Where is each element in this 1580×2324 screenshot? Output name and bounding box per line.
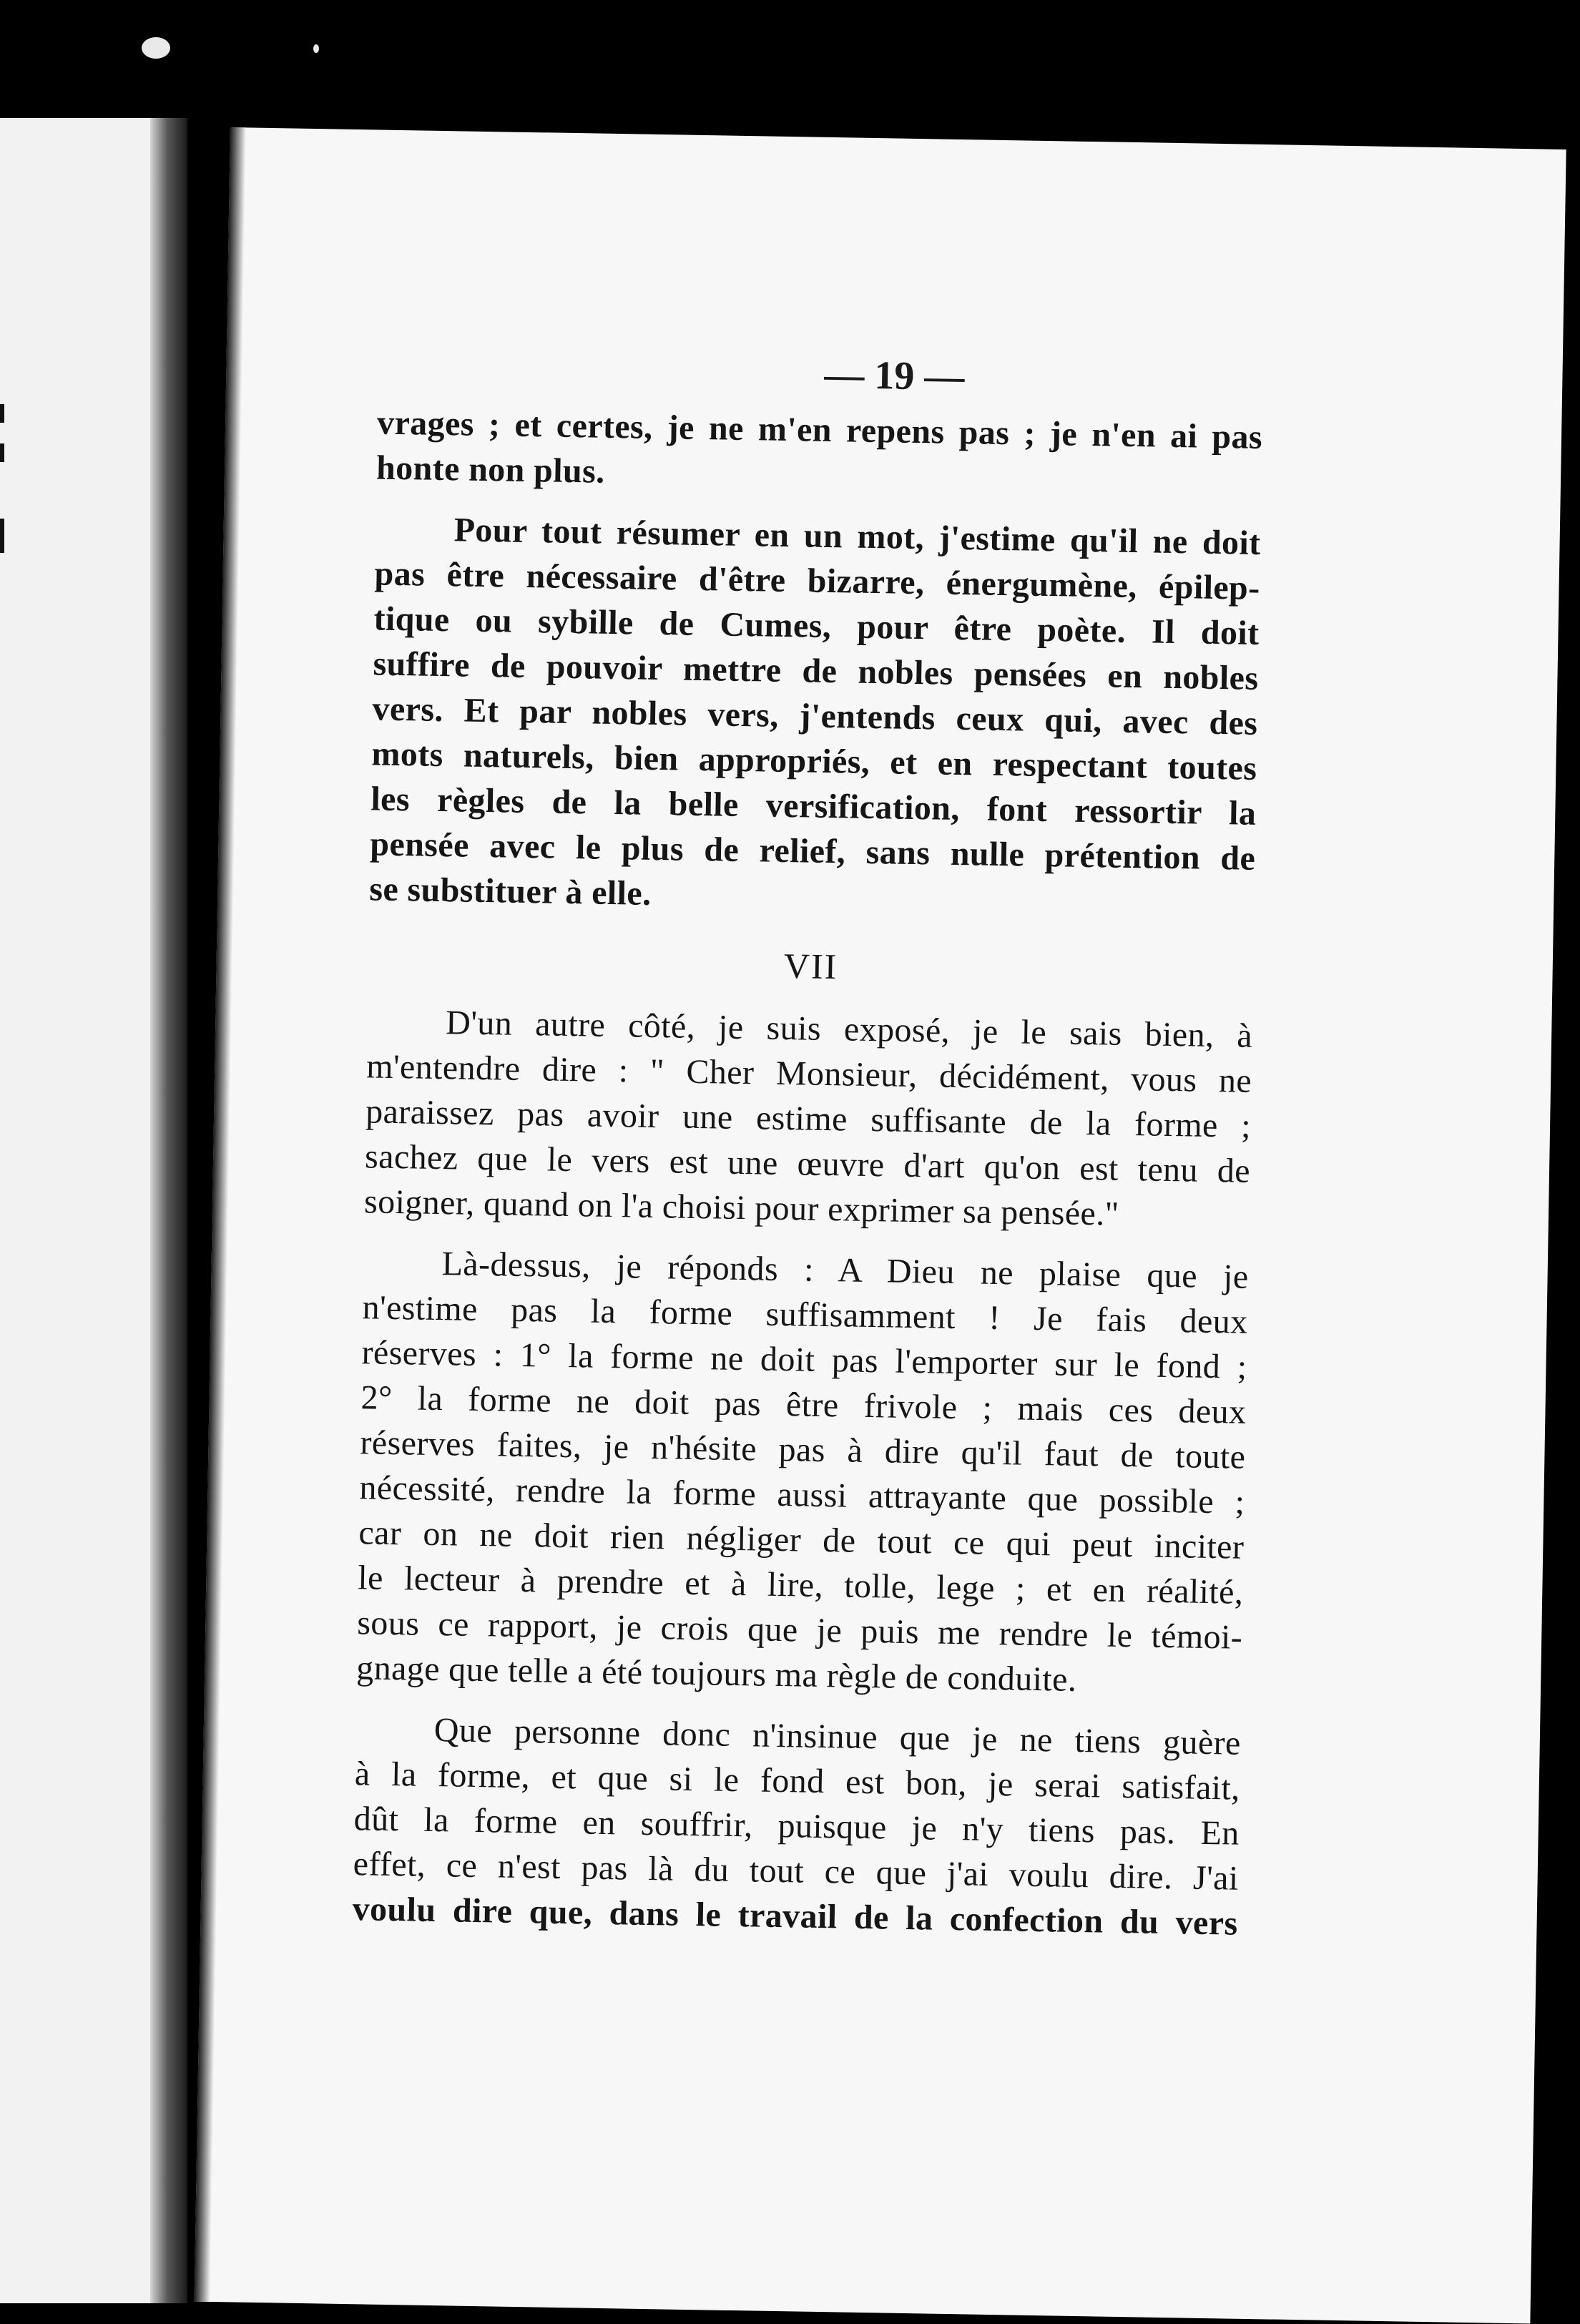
text-line: honte non plus. (376, 448, 606, 491)
book-page (195, 127, 1566, 2324)
text-line: sous ce rapport, je crois que je puis me rendre le témoi- (356, 1604, 1243, 1657)
page-edge-mark (0, 443, 4, 462)
text-line: à la forme, et que si le fond est bon, je serai satisfait, (354, 1755, 1241, 1808)
text-line: réserves : 1° la forme ne doit pas l'emporter sur le fond ; (361, 1333, 1247, 1386)
text-line: paraissez pas avoir une estime suffisante de la forme ; (365, 1092, 1252, 1145)
text-line: Là-dessus, je réponds : A Dieu ne plaise que je (441, 1245, 1249, 1296)
text-line: vrages ; et certes, je ne m'en repens pas ; je n'en ai pas (376, 403, 1263, 456)
page-edge-mark (0, 519, 4, 553)
text-line: suffire de pouvoir mettre de nobles pensées en nobles (373, 644, 1259, 697)
scan-speck (313, 44, 319, 53)
section-heading: VII (783, 945, 838, 987)
text-line: n'estime pas la forme suffisamment ! Je fais deux (362, 1288, 1248, 1341)
paragraph (369, 506, 1261, 926)
text-line: vers. Et par nobles vers, j'entends ceux qui, avec des (372, 690, 1258, 742)
paragraph (364, 999, 1253, 1238)
text-line: le lecteur à prendre et à lire, tolle, lege ; et en réalité, (357, 1559, 1244, 1612)
text-line: gnage que telle a été toujours ma règle de conduite. (355, 1649, 1077, 1699)
paragraph (352, 1706, 1241, 1946)
text-line: pensée avec le plus de relief, sans nulle prétention de (369, 825, 1256, 878)
text-line: se substituer à elle. (368, 870, 652, 913)
page-edge-mark (0, 404, 4, 423)
text-line: Pour tout résumer en un mot, j'estime qu'il ne doit (453, 511, 1261, 562)
page-body (352, 400, 1262, 1946)
page-number: — 19 — (823, 352, 965, 400)
text-line: les règles de la belle versification, font ressortir la (371, 780, 1257, 833)
scan-speck (142, 37, 170, 59)
paragraph-continued (376, 400, 1263, 505)
text-line: tique ou sybille de Cumes, pour être poète. Il doit (373, 599, 1260, 652)
text-line: 2° la forme ne doit pas être frivole ; mais ces deux (360, 1378, 1247, 1431)
previous-page-edge (0, 118, 187, 2303)
text-line: soigner, quand on l'a choisi pour exprimer sa pensée." (363, 1182, 1120, 1233)
text-line: mots naturels, bien appropriés, et en respectant toutes (371, 735, 1257, 788)
text-line: nécessité, rendre la forme aussi attrayante que possible ; (359, 1469, 1245, 1521)
text-line: réserves faites, je n'hésite pas à dire qu'il faut de toute (360, 1423, 1246, 1476)
page-binding-edge (195, 127, 246, 2302)
paragraph (356, 1240, 1249, 1705)
text-line: effet, ce n'est pas là du tout ce que j'ai voulu dire. J'ai (353, 1845, 1240, 1898)
text-line: pas être nécessaire d'être bizarre, énergumène, épilep- (374, 554, 1260, 607)
text-line: voulu dire que, dans le travail de la confection du vers (352, 1890, 1238, 1943)
text-line: car on ne doit rien négliger de tout ce qui peut inciter (358, 1514, 1245, 1567)
text-line: m'entendre dire : " Cher Monsieur, décidément, vous ne (365, 1047, 1252, 1100)
book-gutter-shadow (150, 118, 187, 2303)
text-line: dût la forme en souffrir, puisque je n'y tiens pas. En (353, 1800, 1240, 1853)
text-line: D'un autre côté, je suis exposé, je le sais bien, à (445, 1004, 1253, 1055)
text-line: sachez que le vers est une œuvre d'art qu'on est tenu de (364, 1137, 1251, 1190)
text-line: Que personne donc n'insinue que je ne tiens guère (433, 1711, 1242, 1762)
